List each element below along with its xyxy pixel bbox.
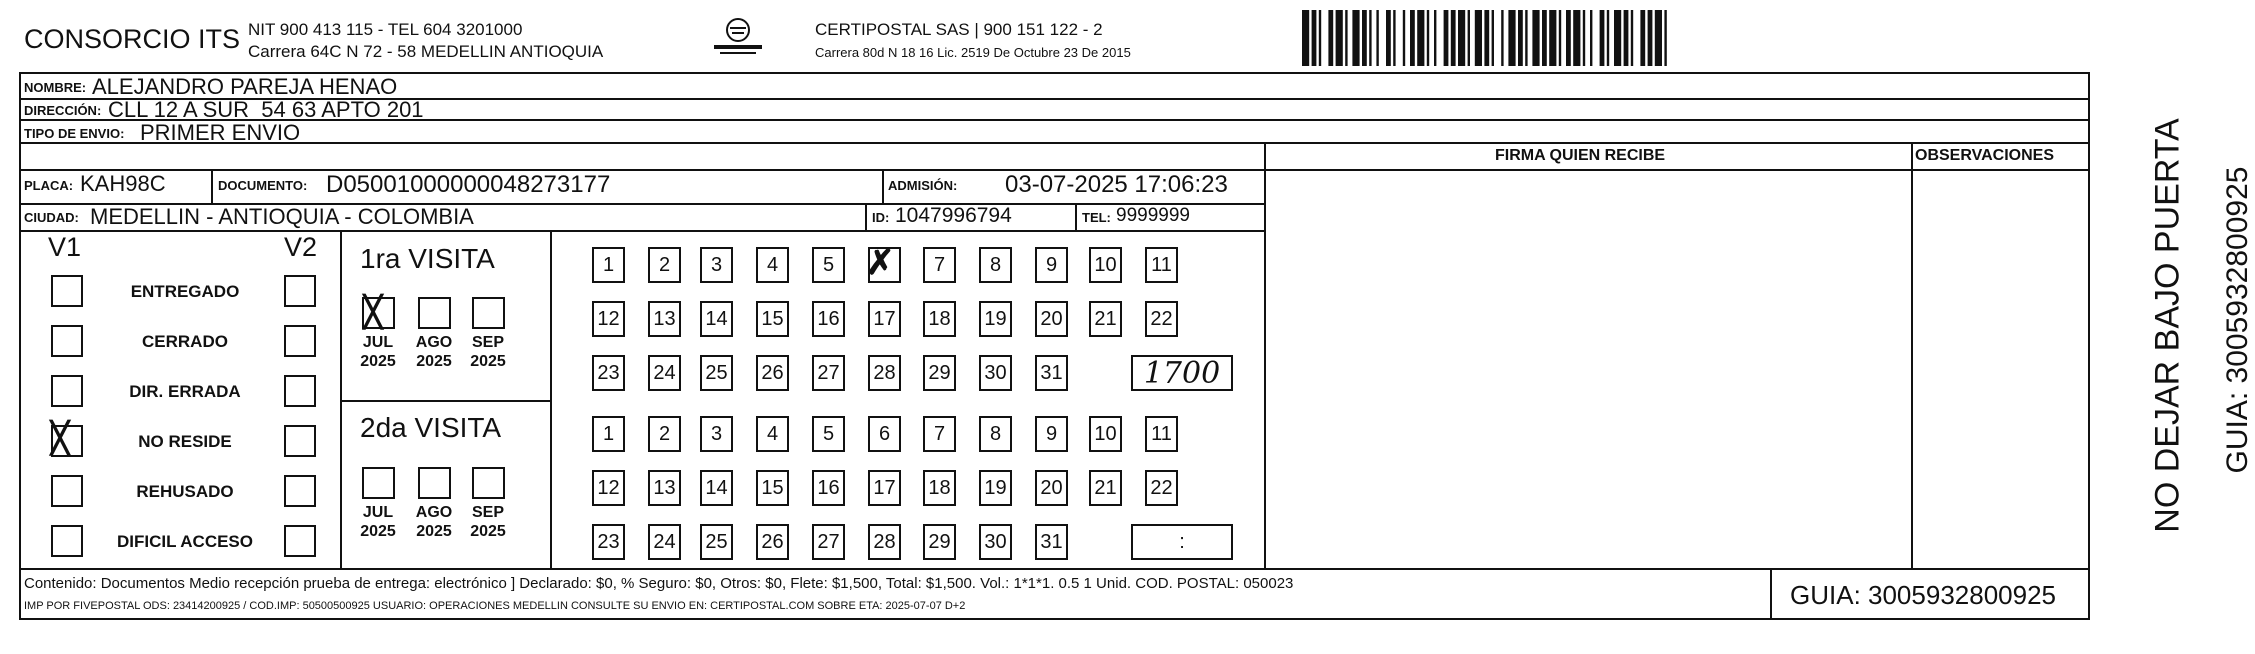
first-day-box[interactable]: 1 [592, 247, 625, 283]
barcode-bar [1475, 10, 1482, 66]
second-day-box[interactable]: 2 [648, 416, 681, 452]
side-text [2098, 100, 2254, 550]
barcode [1302, 10, 1942, 66]
barcode-bar [1345, 10, 1347, 66]
second-day-box[interactable]: 17 [868, 470, 901, 506]
barcode-bar [1352, 10, 1359, 66]
second-day-box[interactable]: 6 [868, 416, 901, 452]
first-day-box[interactable]: 15 [756, 301, 789, 337]
barcode-bar [1328, 10, 1333, 66]
second-month-label: SEP 2025 [470, 504, 506, 540]
first-day-box[interactable]: 26 [756, 355, 789, 391]
barcode-bar [1451, 10, 1456, 66]
carrier-address: Carrera 80d N 18 16 Lic. 2519 De Octubre 23 De 2015 [815, 45, 1131, 60]
first-day-box[interactable]: 9 [1035, 247, 1068, 283]
second-day-box[interactable]: 22 [1145, 470, 1178, 506]
company-nit: NIT 900 413 115 - TEL 604 3201000 [248, 20, 523, 39]
second-day-box[interactable]: 21 [1089, 470, 1122, 506]
second-day-box[interactable]: 1 [592, 416, 625, 452]
barcode-bar [1566, 10, 1571, 66]
v2-label: V2 [284, 232, 318, 262]
first-day-box[interactable]: 21 [1089, 301, 1122, 337]
first-day-box[interactable]: 2 [648, 247, 681, 283]
first-day-box[interactable]: 12 [592, 301, 625, 337]
status-label: NO RESIDE [138, 432, 232, 451]
barcode-bar [1614, 10, 1621, 66]
second-day-box[interactable]: 27 [812, 524, 845, 560]
documento-label: DOCUMENTO: [218, 178, 308, 193]
first-time-box[interactable]: 1700 [1131, 355, 1233, 391]
second-day-box[interactable]: 24 [648, 524, 681, 560]
status-label: CERRADO [142, 332, 228, 351]
barcode-bar [1590, 10, 1592, 66]
first-day-box[interactable]: 8 [979, 247, 1012, 283]
barcode-bar [1369, 10, 1371, 66]
barcode-bar [1600, 10, 1605, 66]
second-day-box[interactable]: 9 [1035, 416, 1068, 452]
second-month-checkbox[interactable] [362, 467, 395, 499]
second-day-box[interactable]: 12 [592, 470, 625, 506]
first-day-box[interactable]: 31 [1035, 355, 1068, 391]
barcode-bar [1640, 10, 1645, 66]
barcode-bar [1573, 10, 1580, 66]
certipostal-logo [710, 16, 766, 58]
first-day-box[interactable]: 11 [1145, 247, 1178, 283]
imp-text: IMP POR FIVEPOSTAL ODS: 23414200925 / COD.IMP: 50500500925 USUARIO: OPERACIONES MEDELLIN CONSULTE SU ENVIO EN: CERTIPOSTAL.COM SOBRE ETA: 2025-07-07 D+2 [24, 600, 966, 612]
first-month-label: SEP 2025 [470, 334, 506, 370]
side-guia: GUIA: 3005932800925 [2221, 166, 2254, 474]
tipo-envio-value: PRIMER ENVIO [140, 120, 301, 145]
status-label: ENTREGADO [130, 282, 240, 301]
company-address: Carrera 64C N 72 - 58 MEDELLIN ANTIOQUIA [248, 42, 604, 61]
v1-checkbox[interactable] [51, 475, 83, 507]
status-label: DIR. ERRADA [129, 382, 241, 401]
v1-checkbox[interactable] [51, 525, 83, 557]
tel-value: 9999999 [1116, 205, 1190, 226]
first-month-label: JUL 2025 [360, 334, 396, 370]
first-day-box[interactable]: 10 [1089, 247, 1122, 283]
second-day-box[interactable]: 26 [756, 524, 789, 560]
tipo-envio-label: TIPO DE ENVIO: [24, 126, 125, 141]
first-visit-title: 1ra VISITA [360, 243, 495, 274]
first-day-box[interactable]: 4 [756, 247, 789, 283]
first-day-box[interactable]: 16 [812, 301, 845, 337]
second-day-box[interactable]: 8 [979, 416, 1012, 452]
second-time-box[interactable]: : [1131, 524, 1233, 560]
barcode-bar [1427, 10, 1429, 66]
barcode-bar [1410, 10, 1415, 66]
second-month-checkbox[interactable] [472, 467, 505, 499]
first-day-box[interactable]: 13 [648, 301, 681, 337]
second-day-box[interactable]: 30 [979, 524, 1012, 560]
second-day-box[interactable]: 3 [700, 416, 733, 452]
barcode-bar [1362, 10, 1367, 66]
id-label: ID: [872, 210, 890, 225]
second-day-box[interactable]: 19 [979, 470, 1012, 506]
first-day-box[interactable]: 22 [1145, 301, 1178, 337]
first-day-box[interactable]: 29 [923, 355, 956, 391]
barcode-bar [1631, 10, 1633, 66]
carrier-name: CERTIPOSTAL SAS | 900 151 122 - 2 [815, 20, 1103, 39]
barcode-bar [1549, 10, 1556, 66]
tel-label: TEL: [1082, 210, 1111, 225]
barcode-bar [1532, 10, 1539, 66]
admision-label: ADMISIÓN: [888, 178, 958, 193]
check-x-icon: ╳ [51, 422, 70, 455]
barcode-bar [1386, 10, 1391, 66]
second-day-box[interactable]: 15 [756, 470, 789, 506]
barcode-bar [1648, 10, 1653, 66]
contenido-text: Contenido: Documentos Medio recepción prueba de entrega: electrónico ] Declarado: $0, % Seguro: $0, Otros: $0, Flete: $1,500, Total: $1,500. Vol.: 1*1*1. 0.5 1 Unid. COD. POSTAL: 050023 [24, 575, 1294, 592]
guia-footer: GUIA: 3005932800925 [1790, 580, 2056, 610]
v2-checkbox[interactable] [284, 375, 316, 407]
first-day-box[interactable]: 18 [923, 301, 956, 337]
barcode-bar [1393, 10, 1395, 66]
check-x-icon: ✗ [866, 244, 895, 282]
first-day-box[interactable]: 5 [812, 247, 845, 283]
second-day-box[interactable]: 5 [812, 416, 845, 452]
nombre-value: ALEJANDRO PAREJA HENAO [92, 74, 398, 99]
firma-header: FIRMA QUIEN RECIBE [1495, 147, 1666, 164]
barcode-bar [1501, 10, 1503, 66]
barcode-bar [1624, 10, 1629, 66]
first-day-box[interactable]: 20 [1035, 301, 1068, 337]
barcode-bar [1664, 10, 1666, 66]
first-day-box[interactable]: 28 [868, 355, 901, 391]
first-day-box[interactable]: 7 [923, 247, 956, 283]
barcode-bar [1655, 10, 1662, 66]
barcode-bar [1542, 10, 1547, 66]
ciudad-value: MEDELLIN - ANTIOQUIA - COLOMBIA [90, 204, 474, 229]
v1-checkbox[interactable] [51, 375, 83, 407]
company-name: CONSORCIO ITS [24, 24, 241, 54]
id-value: 1047996794 [895, 204, 1012, 227]
barcode-bar [1376, 10, 1378, 66]
second-visit-title: 2da VISITA [360, 412, 502, 443]
second-day-box[interactable]: 16 [812, 470, 845, 506]
barcode-bar [1434, 10, 1436, 66]
first-day-box[interactable]: 19 [979, 301, 1012, 337]
barcode-bar [1525, 10, 1527, 66]
second-month-checkbox[interactable] [418, 467, 451, 499]
second-day-box[interactable]: 11 [1145, 416, 1178, 452]
v2-checkbox[interactable] [284, 325, 316, 357]
v1-label: V1 [48, 232, 82, 262]
v1-checkbox[interactable] [51, 325, 83, 357]
barcode-bar [1508, 10, 1515, 66]
direccion-value: CLL 12 A SUR 54 63 APTO 201 [108, 97, 424, 122]
barcode-bar [1444, 10, 1449, 66]
v2-checkbox[interactable] [284, 525, 316, 557]
second-day-box[interactable]: 7 [923, 416, 956, 452]
barcode-bar [1336, 10, 1343, 66]
placa-value: KAH98C [80, 171, 166, 196]
no-dejar-bajo-puerta: NO DEJAR BAJO PUERTA [2148, 118, 2187, 533]
first-day-box[interactable]: 3 [700, 247, 733, 283]
barcode-bar [1458, 10, 1465, 66]
barcode-bar [1607, 10, 1609, 66]
first-day-box[interactable]: 24 [648, 355, 681, 391]
v2-checkbox[interactable] [284, 475, 316, 507]
second-month-label: AGO 2025 [415, 504, 453, 540]
v2-checkbox[interactable] [284, 425, 316, 457]
second-day-box[interactable]: 18 [923, 470, 956, 506]
first-day-box[interactable]: 14 [700, 301, 733, 337]
second-day-box[interactable]: 28 [868, 524, 901, 560]
barcode-bar [1583, 10, 1585, 66]
placa-label: PLACA: [24, 178, 74, 193]
second-day-box[interactable]: 14 [700, 470, 733, 506]
first-day-box[interactable]: 25 [700, 355, 733, 391]
first-month-label: AGO 2025 [415, 334, 453, 370]
barcode-bar [1518, 10, 1523, 66]
documento-value: D05001000000048273177 [326, 171, 611, 198]
ciudad-label: CIUDAD: [24, 210, 79, 225]
direccion-label: DIRECCIÓN: [24, 103, 102, 118]
observaciones-header: OBSERVACIONES [1915, 147, 2054, 164]
barcode-bar [1492, 10, 1494, 66]
first-month-checkbox[interactable] [418, 297, 451, 329]
nombre-label: NOMBRE: [24, 80, 87, 95]
v1-checkbox[interactable] [51, 275, 83, 307]
first-day-box[interactable]: 17 [868, 301, 901, 337]
barcode-bar [1302, 10, 1309, 66]
barcode-bar [1468, 10, 1470, 66]
second-day-box[interactable]: 13 [648, 470, 681, 506]
second-day-box[interactable]: 23 [592, 524, 625, 560]
second-month-label: JUL 2025 [360, 504, 396, 540]
first-day-box[interactable]: 23 [592, 355, 625, 391]
second-day-box[interactable]: 25 [700, 524, 733, 560]
second-day-box[interactable]: 29 [923, 524, 956, 560]
second-day-box[interactable]: 4 [756, 416, 789, 452]
barcode-bar [1484, 10, 1489, 66]
check-x-icon: ╳ [364, 296, 383, 329]
second-day-box[interactable]: 31 [1035, 524, 1068, 560]
first-day-box[interactable]: 30 [979, 355, 1012, 391]
first-month-checkbox[interactable] [472, 297, 505, 329]
barcode-bar [1559, 10, 1561, 66]
second-day-box[interactable]: 20 [1035, 470, 1068, 506]
second-day-box[interactable]: 10 [1089, 416, 1122, 452]
barcode-bar [1319, 10, 1321, 66]
barcode-bar [1403, 10, 1405, 66]
barcode-bar [1312, 10, 1317, 66]
v2-checkbox[interactable] [284, 275, 316, 307]
barcode-bar [1417, 10, 1424, 66]
status-label: DIFICIL ACCESO [116, 532, 253, 551]
status-label: REHUSADO [136, 482, 234, 501]
admision-value: 03-07-2025 17:06:23 [1005, 171, 1228, 198]
first-day-box[interactable]: 27 [812, 355, 845, 391]
